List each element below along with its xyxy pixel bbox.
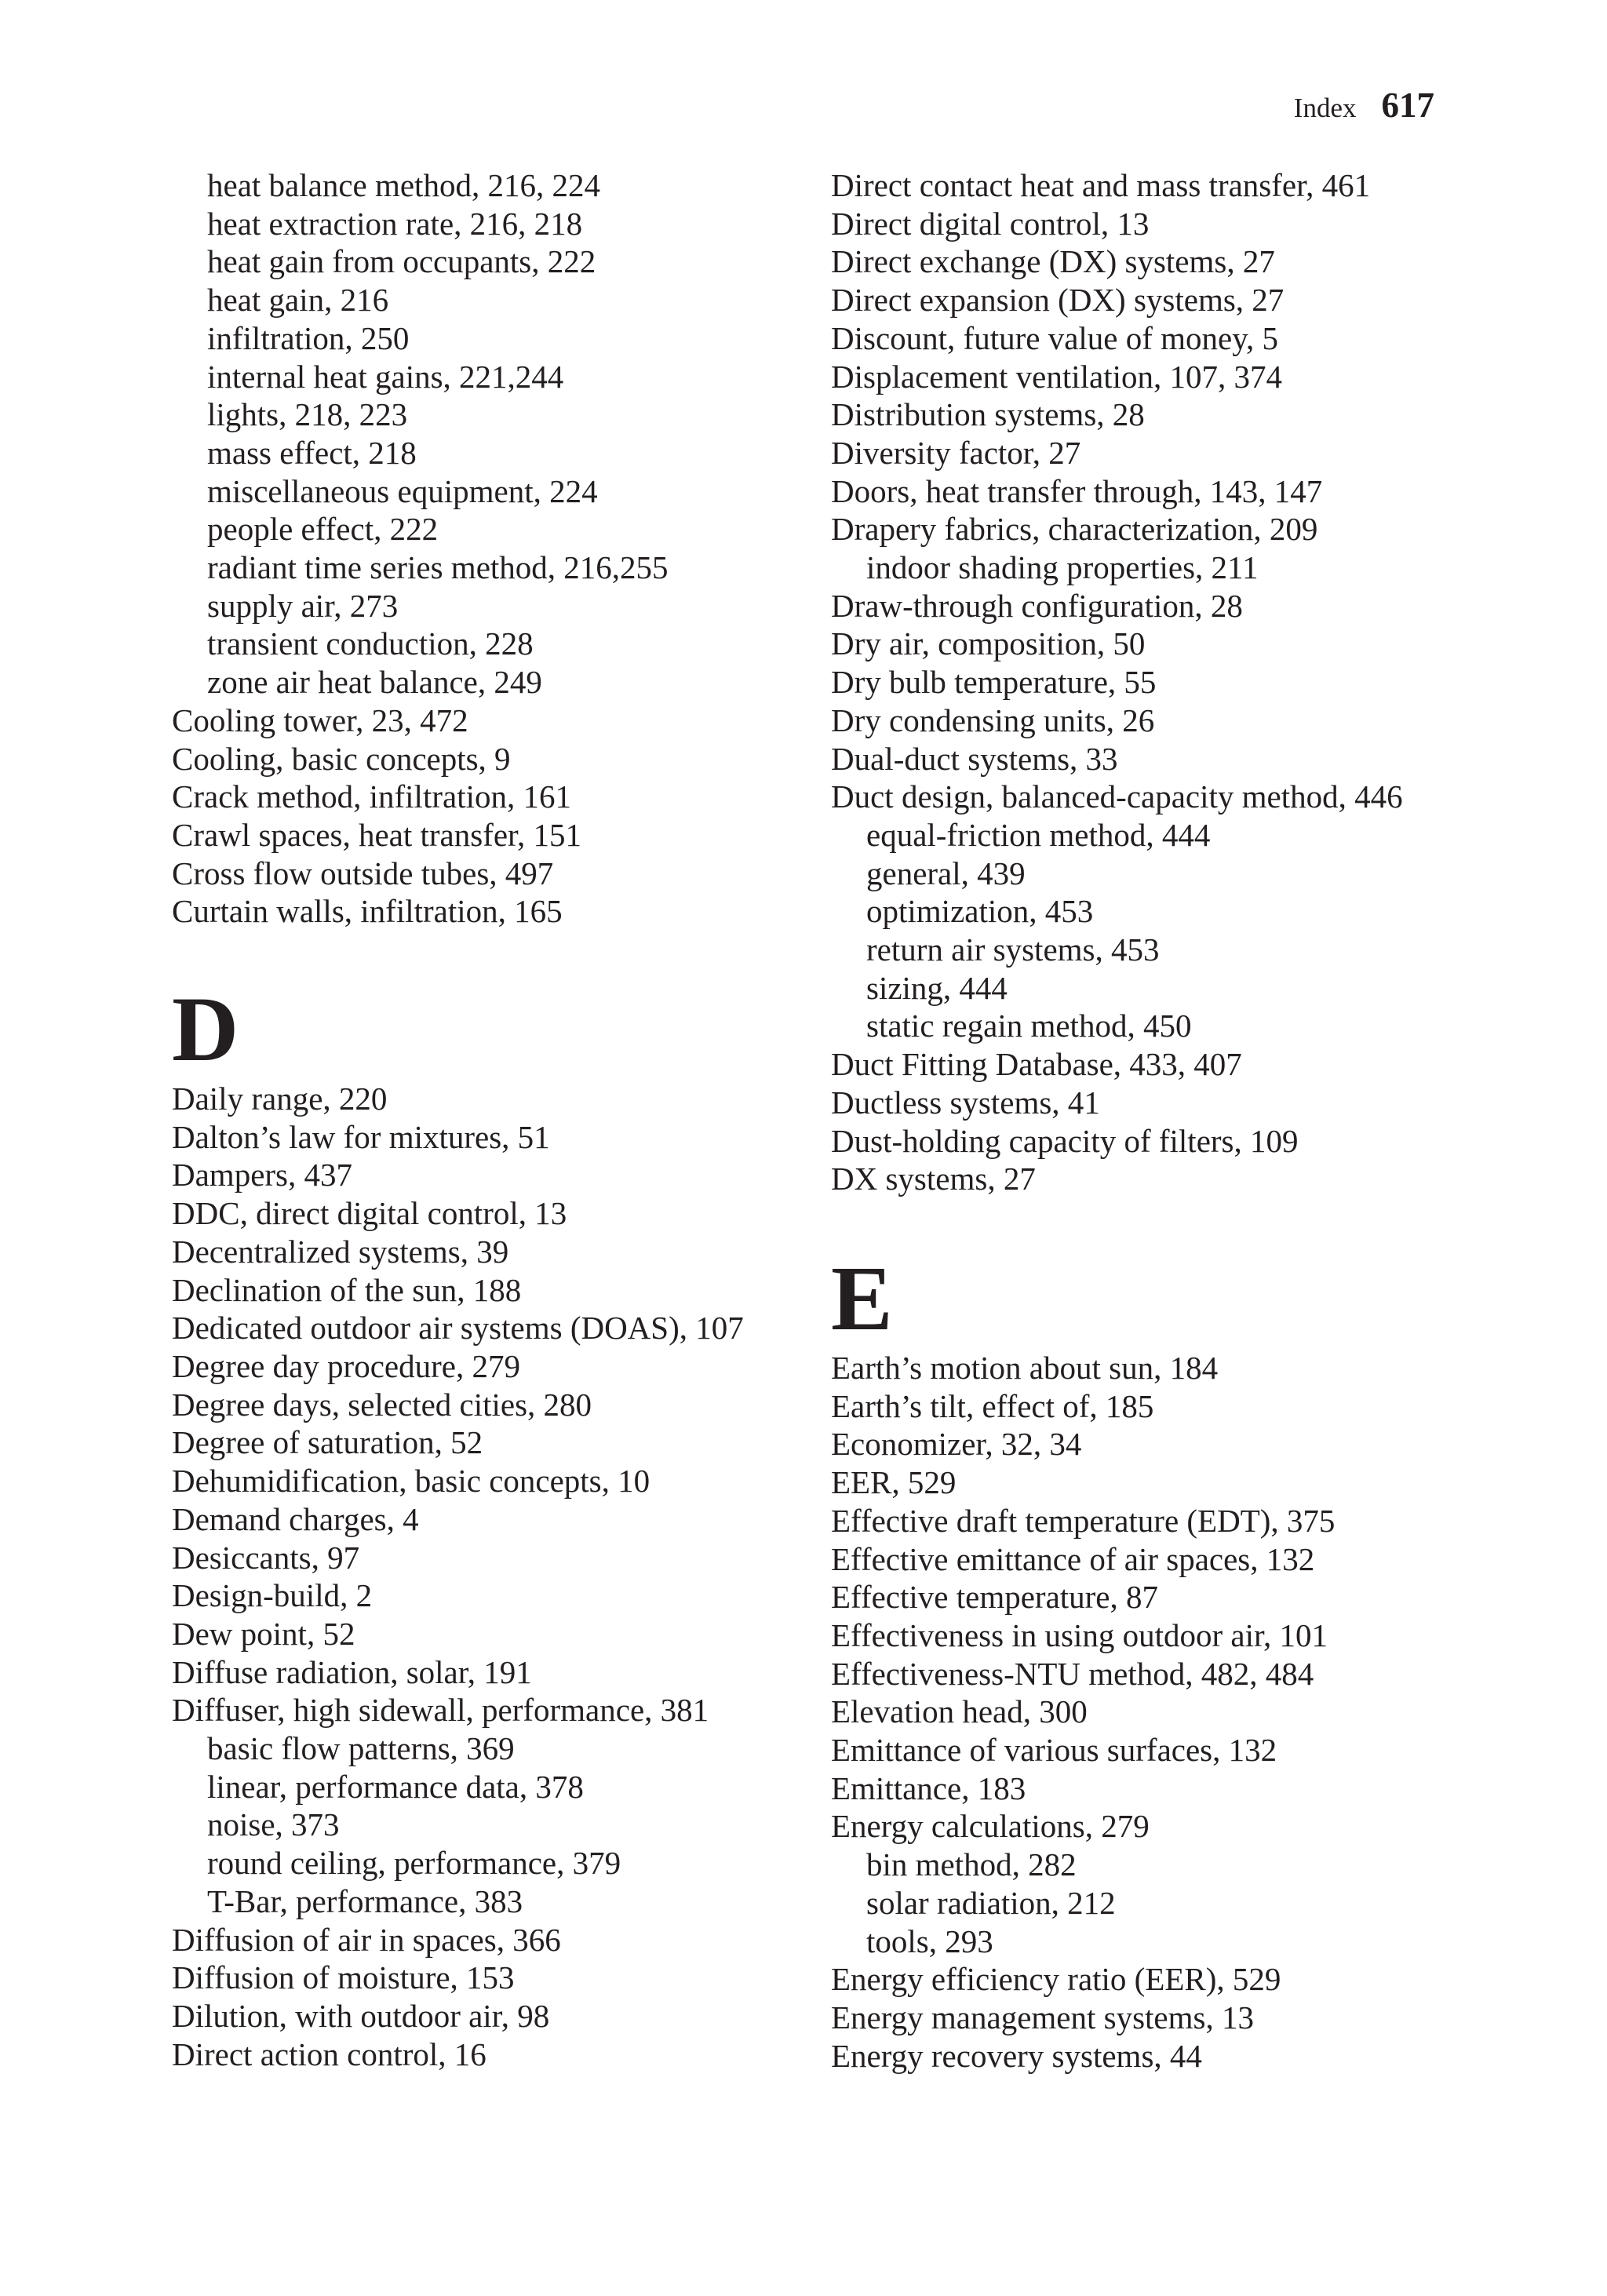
index-entry: Draw-through configuration, 28: [831, 587, 1243, 624]
index-entry-list: [831, 1349, 1459, 2075]
index-entry: Duct design, balanced-capacity method, 446: [831, 778, 1403, 815]
index-entry: Decentralized systems, 39: [172, 1233, 509, 1270]
index-entry: DDC, direct digital control, 13: [172, 1195, 567, 1232]
index-entry: Displacement ventilation, 107, 374: [831, 358, 1283, 395]
index-entry: Diffuser, high sidewall, performance, 381: [172, 1692, 709, 1729]
index-entry: Energy management systems, 13: [831, 1999, 1254, 2035]
index-entry-list: [172, 166, 800, 931]
index-entry: Diffusion of moisture, 153: [172, 1959, 515, 1996]
index-subentry: basic flow patterns, 369: [207, 1730, 515, 1767]
index-entry: Design-build, 2: [172, 1577, 373, 1614]
index-entry: Crawl spaces, heat transfer, 151: [172, 816, 582, 853]
index-entry: Degree of saturation, 52: [172, 1424, 483, 1461]
index-entry: Effectiveness in using outdoor air, 101: [831, 1616, 1328, 1653]
index-column-left: [172, 166, 800, 2073]
index-entry: Effective draft temperature (EDT), 375: [831, 1502, 1336, 1539]
index-subentry: zone air heat balance, 249: [207, 664, 542, 701]
index-subentry: sizing, 444: [866, 969, 1008, 1006]
index-entry-list: [172, 1080, 800, 2073]
index-entry: Dilution, with outdoor air, 98: [172, 1997, 550, 2034]
index-entry: Emittance of various surfaces, 132: [831, 1732, 1277, 1769]
index-entry: Elevation head, 300: [831, 1693, 1088, 1730]
index-entry-list: [831, 166, 1459, 1198]
index-subentry: internal heat gains, 221,244: [207, 358, 564, 395]
index-entry: Dry condensing units, 26: [831, 702, 1155, 738]
index-subentry: heat extraction rate, 216, 218: [207, 205, 583, 242]
index-entry: Energy calculations, 279: [831, 1808, 1150, 1845]
index-entry: Drapery fabrics, characterization, 209: [831, 511, 1318, 548]
index-entry: Ductless systems, 41: [831, 1084, 1100, 1121]
index-entry: Dual-duct systems, 33: [831, 740, 1118, 777]
index-subentry: static regain method, 450: [866, 1008, 1192, 1044]
index-entry: EER, 529: [831, 1464, 957, 1501]
index-entry: Degree day procedure, 279: [172, 1347, 520, 1384]
index-subentry: round ceiling, performance, 379: [207, 1845, 621, 1882]
index-entry: Direct digital control, 13: [831, 205, 1150, 242]
index-subentry: noise, 373: [207, 1806, 340, 1843]
index-entry: Dalton’s law for mixtures, 51: [172, 1118, 550, 1155]
section-letter-d: D: [172, 978, 239, 1081]
index-entry: Duct Fitting Database, 433, 407: [831, 1046, 1242, 1083]
index-subentry: optimization, 453: [866, 893, 1094, 930]
running-header-section: Index: [1293, 93, 1357, 123]
index-entry: Energy recovery systems, 44: [831, 2037, 1202, 2074]
index-entry: Desiccants, 97: [172, 1539, 360, 1576]
index-subentry: equal-friction method, 444: [866, 816, 1211, 853]
index-subentry: bin method, 282: [866, 1846, 1077, 1883]
index-entry: Daily range, 220: [172, 1081, 388, 1117]
index-entry: Effectiveness-NTU method, 482, 484: [831, 1655, 1314, 1692]
index-entry: Energy efficiency ratio (EER), 529: [831, 1961, 1281, 1998]
index-entry: Cooling tower, 23, 472: [172, 702, 468, 738]
index-subentry: radiant time series method, 216,255: [207, 549, 669, 586]
index-entry: Emittance, 183: [831, 1769, 1026, 1806]
index-entry: Effective emittance of air spaces, 132: [831, 1540, 1315, 1577]
index-entry: Direct contact heat and mass transfer, 461: [831, 167, 1371, 203]
index-subentry: mass effect, 218: [207, 434, 417, 471]
index-entry: Dampers, 437: [172, 1157, 353, 1194]
index-entry: Direct action control, 16: [172, 2035, 486, 2072]
index-subentry: solar radiation, 212: [866, 1884, 1116, 1921]
index-entry: Demand charges, 4: [172, 1500, 419, 1537]
running-header: [1294, 85, 1434, 126]
index-subentry: heat gain, 216: [207, 282, 389, 319]
index-entry: Dust-holding capacity of filters, 109: [831, 1122, 1299, 1159]
index-subentry: indoor shading properties, 211: [866, 549, 1259, 586]
index-entry: Dew point, 52: [172, 1615, 355, 1652]
index-subentry: people effect, 222: [207, 511, 439, 548]
index-subentry: miscellaneous equipment, 224: [207, 472, 598, 509]
index-entry: DX systems, 27: [831, 1161, 1036, 1197]
index-entry: Direct exchange (DX) systems, 27: [831, 243, 1275, 280]
index-column-right: [831, 166, 1459, 2075]
index-entry: Diffuse radiation, solar, 191: [172, 1653, 532, 1690]
index-subentry: heat balance method, 216, 224: [207, 167, 600, 203]
index-entry: Effective temperature, 87: [831, 1579, 1159, 1616]
index-entry: Discount, future value of money, 5: [831, 319, 1279, 356]
index-entry: Declination of the sun, 188: [172, 1271, 522, 1308]
index-entry: Degree days, selected cities, 280: [172, 1386, 592, 1423]
index-entry: Diffusion of air in spaces, 366: [172, 1921, 561, 1958]
index-entry: Cross flow outside tubes, 497: [172, 855, 554, 891]
index-entry: Cooling, basic concepts, 9: [172, 740, 511, 777]
index-subentry: lights, 218, 223: [207, 396, 408, 433]
index-entry: Curtain walls, infiltration, 165: [172, 893, 563, 930]
index-subentry: heat gain from occupants, 222: [207, 243, 596, 280]
index-subentry: general, 439: [866, 855, 1026, 891]
index-subentry: tools, 293: [866, 1922, 993, 1959]
index-entry: Distribution systems, 28: [831, 396, 1145, 433]
index-entry: Dry air, composition, 50: [831, 625, 1146, 662]
index-entry: Dry bulb temperature, 55: [831, 664, 1157, 701]
index-subentry: return air systems, 453: [866, 931, 1160, 968]
index-entry: Direct expansion (DX) systems, 27: [831, 282, 1285, 319]
index-entry: Dehumidification, basic concepts, 10: [172, 1463, 650, 1500]
index-entry: Diversity factor, 27: [831, 434, 1081, 471]
index-entry: Dedicated outdoor air systems (DOAS), 107: [172, 1310, 744, 1347]
section-letter-e: E: [831, 1246, 893, 1350]
index-subentry: T-Bar, performance, 383: [207, 1882, 523, 1919]
index-subentry: linear, performance data, 378: [207, 1768, 584, 1805]
page-number: 617: [1381, 86, 1434, 125]
index-subentry: transient conduction, 228: [207, 625, 534, 662]
index-subentry: supply air, 273: [207, 587, 399, 624]
index-entry: Earth’s motion about sun, 184: [831, 1349, 1219, 1386]
index-entry: Doors, heat transfer through, 143, 147: [831, 472, 1323, 509]
index-entry: Economizer, 32, 34: [831, 1426, 1082, 1463]
index-entry: Earth’s tilt, effect of, 185: [831, 1387, 1154, 1424]
index-subentry: infiltration, 250: [207, 319, 410, 356]
index-entry: Crack method, infiltration, 161: [172, 778, 571, 815]
